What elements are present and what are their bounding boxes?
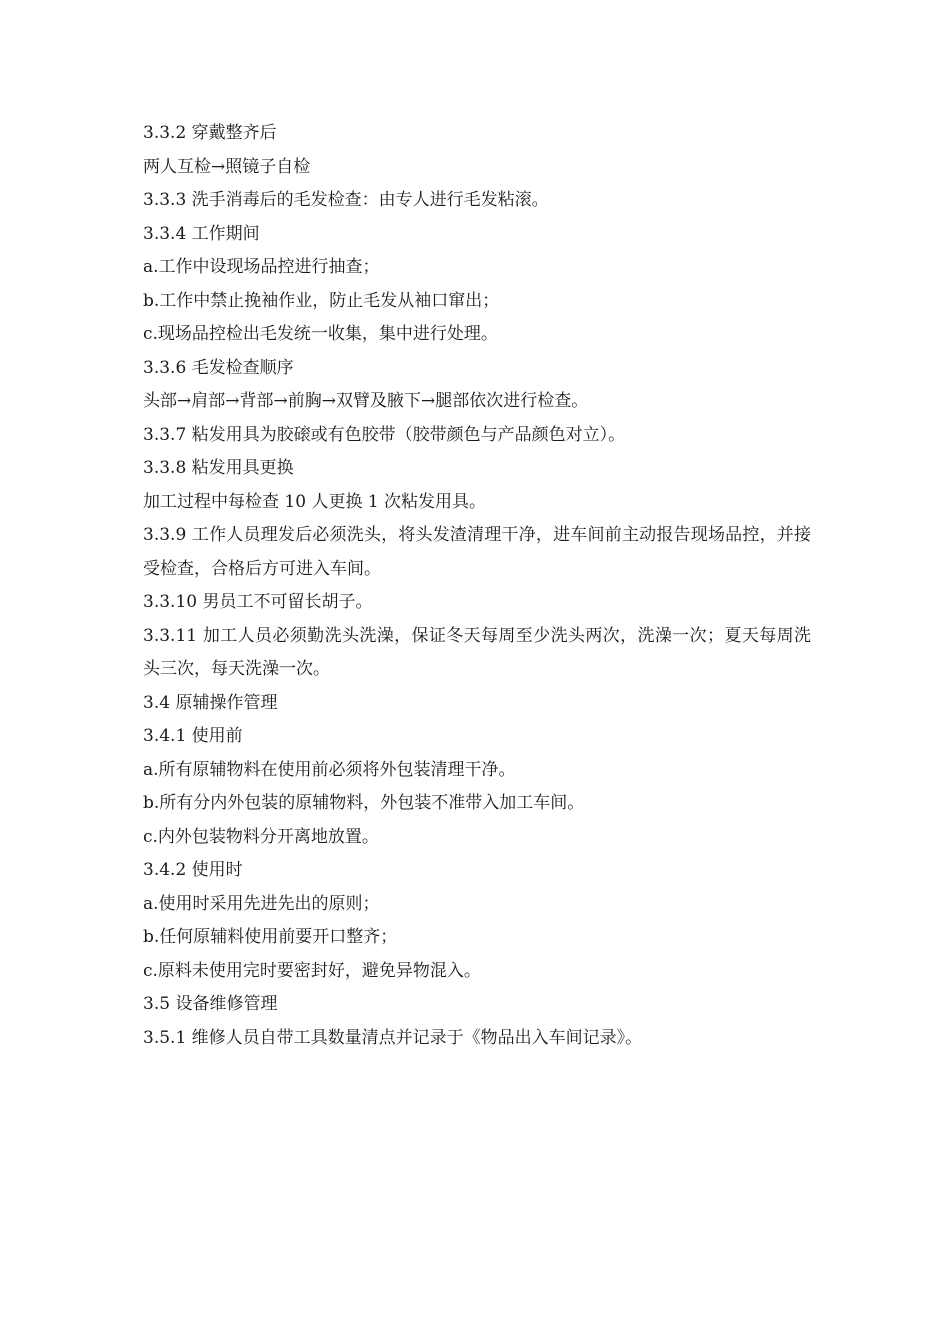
heading-3-3-2: 3.3.2 穿戴整齐后 — [143, 123, 277, 143]
list-item-c: c.内外包装物料分开离地放置。 — [143, 826, 379, 847]
text-line: 头部→肩部→背部→前胸→双臂及腋下→腿部依次进行检查。 — [143, 391, 589, 411]
heading-3-5: 3.5 设备维修管理 — [143, 994, 278, 1014]
list-item-a: a.使用时采用先进先出的原则； — [143, 893, 380, 914]
text-line: 加工过程中每检查 10 人更换 1 次粘发用具。 — [143, 491, 487, 512]
heading-3-4-1: 3.4.1 使用前 — [143, 726, 243, 746]
list-item-c: c.原料未使用完时要密封好，避免异物混入。 — [143, 960, 481, 981]
heading-3-3-3: 3.3.3 洗手消毒后的毛发检查：由专人进行毛发粘滚。 — [143, 190, 549, 210]
heading-3-4-2: 3.4.2 使用时 — [143, 860, 243, 880]
list-item-a: a.所有原辅物料在使用前必须将外包装清理干净。 — [143, 759, 516, 780]
list-item-c: c.现场品控检出毛发统一收集，集中进行处理。 — [143, 324, 498, 344]
heading-3-3-7: 3.3.7 粘发用具为胶磙或有色胶带（胶带颜色与产品颜色对立）。 — [143, 424, 626, 445]
text-line: 两人互检→照镜子自检 — [143, 156, 311, 177]
paragraph-3-3-11: 3.3.11 加工人员必须勤洗头洗澡，保证冬天每周至少洗头两次，洗澡一次；夏天每周洗头三次，每天洗澡一次。 — [143, 625, 811, 679]
paragraph-3-3-9: 3.3.9 工作人员理发后必须洗头，将头发渣清理干净，进车间前主动报告现场品控，并接受检查，合格后方可进入车间。 — [143, 525, 811, 579]
list-item-b: b.所有分内外包装的原辅物料，外包装不准带入加工车间。 — [143, 793, 585, 813]
list-item-b: b.工作中禁止挽袖作业，防止毛发从袖口窜出； — [143, 290, 500, 311]
list-item-b: b.任何原辅料使用前要开口整齐； — [143, 927, 398, 947]
heading-3-3-8: 3.3.8 粘发用具更换 — [143, 458, 294, 478]
heading-3-3-6: 3.3.6 毛发检查顺序 — [143, 357, 294, 378]
heading-3-3-4: 3.3.4 工作期间 — [143, 223, 260, 244]
heading-3-4: 3.4 原辅操作管理 — [143, 692, 278, 713]
heading-3-3-10: 3.3.10 男员工不可留长胡子。 — [143, 592, 373, 612]
list-item-a: a.工作中设现场品控进行抽查； — [143, 257, 380, 277]
document-body — [143, 117, 811, 1055]
heading-3-5-1: 3.5.1 维修人员自带工具数量清点并记录于《物品出入车间记录》。 — [143, 1027, 643, 1048]
